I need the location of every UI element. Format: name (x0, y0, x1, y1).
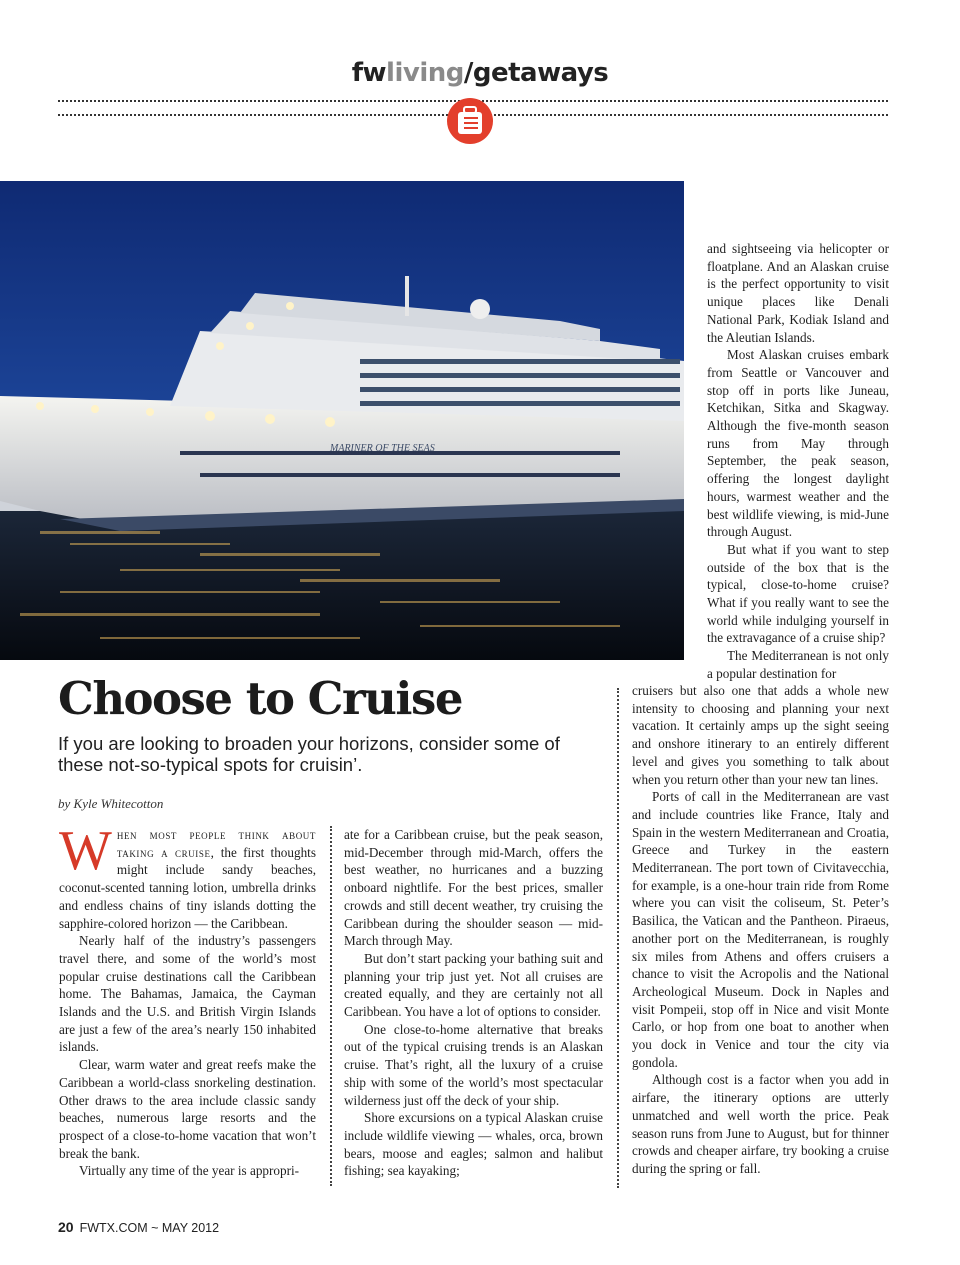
paragraph: Clear, warm water and great reefs make the Caribbean a world-class snorkeling destination. Other draws to the area include classic sandy beaches, numerous large resorts and the prospect of a close-to-home vacation that won’t break the bank. (59, 1057, 316, 1161)
paragraph: Although cost is a factor when you add in airfare, the itinerary options are utterly unmatched and well worth the price. Peak season runs from June to August, but for thinner crowds and cheaper airfare, try booking a cruise during the spring or fall. (632, 1072, 889, 1176)
drop-cap: W (59, 820, 112, 882)
header-slash: / (463, 58, 473, 88)
body-column-right-bottom (632, 682, 889, 1178)
body-column-middle (344, 826, 603, 1180)
column-divider (617, 688, 619, 1188)
header-living: living (386, 58, 464, 88)
paragraph: ate for a Caribbean cruise, but the peak season, mid-December through mid-March, offers the best weather, no hurricanes and a buzzing onboard nightlife. For the best prices, smaller crowds and still decent weather, try cruising the Caribbean during the shoulder season — mid-March through May. (344, 827, 603, 949)
paragraph: cruisers but also one that adds a whole new intensity to choosing and planning your next vacation. It certainly amps up the sight seeing and onshore itinerary to an entirely different level and gives you something to talk about when you return other than your new tan lines. (632, 683, 889, 787)
lead-paragraph (59, 820, 316, 932)
section-header (0, 58, 960, 88)
paragraph: and sightseeing via helicopter or floatplane. And an Alaskan cruise is the perfect opportunity to visit unique places like Denali National Park, Kodiak Island and the Aleutian Islands. (707, 241, 889, 345)
paragraph: Virtually any time of the year is appropri- (79, 1163, 300, 1179)
paragraph: Shore excursions on a typical Alaskan cruise include wildlife viewing — whales, orca, brown bears, moose and eagles; salmon and halibut fishing; sea kayaking; (344, 1110, 603, 1179)
paragraph: Ports of call in the Mediterranean are vast and include countries like France, Italy and Spain in the western Mediterranean and Croatia, Greece and Turkey in the eastern Mediterranean. The port town of Civitavecchia, for example, is a one-hour train ride from Rome where you can visit the coliseum, St. Peter’s Basilica, the Vatican and the Pantheon. Piraeus, another port on the Mediterranean, is roughly six miles from Athens and offers cruisers a chance to visit the Acropolis and the National Archeological Museum. Dock in Naples and visit Pompeii, stop off in Nice and visit Monte Carlo, or hop from one boat to another when you dock in Venice and tour the city via gondola. (632, 789, 889, 1070)
page-number: 20 (58, 1219, 74, 1235)
cruise-ship-photo (0, 181, 684, 660)
header-section: getaways (472, 58, 609, 88)
publication-line: FWTX.COM ~ MAY 2012 (79, 1221, 220, 1235)
byline: by Kyle Whitecotton (58, 796, 164, 811)
paragraph: But don’t start packing your bathing suit and planning your trip just yet. Not all cruises are created equally, and they are certainly not all Caribbean. You have a lot of options to consider. (344, 950, 603, 1020)
column-divider (330, 826, 332, 1186)
article-title: Choose to Cruise (58, 672, 462, 725)
paragraph: One close-to-home alternative that breaks out of the typical cruising trends is an Alaskan cruise. That’s right, all the luxury of a cruise ship with some of the world’s most spectacular wilderness just off the deck of your ship. (344, 1021, 603, 1108)
header-fw: fw (351, 58, 387, 88)
lead-caps: hen most people think about taking a cruise, (116, 827, 316, 860)
lead-text: the first thoughts might include sandy beaches, coconut-scented tanning lotion, umbrella drinks and endless chains of tiny islands dotting the sapphire-colored horizon — the Caribbean. (59, 844, 316, 931)
page-footer (58, 1219, 219, 1235)
body-column-left (59, 820, 316, 1180)
paragraph: But what if you want to step outside of the box that is the typical, close-to-home cruise? What if you really want to see the world while indulging yourself in the extravagance of a cruise ship? (707, 541, 889, 646)
paragraph: Most Alaskan cruises embark from Seattle or Vancouver and stop off in ports like Juneau, Ketchikan, Sitka and Skagway. Although the five-month season runs from May through September, the peak season, offering the longest daylight hours, warmest weather and the best wildlife viewing, is mid-June through August. (707, 347, 889, 540)
paragraph: Nearly half of the industry’s passengers travel there, and some of the world’s most popular cruise destinations call the Caribbean home. The Bahamas, Jamaica, the Cayman Islands and the U.S. and British Virgin Islands are just a few of the area’s nearly 150 inhabited islands. (59, 933, 316, 1055)
ship-name-text: MARINER OF THE SEAS (330, 443, 435, 454)
body-column-right-top (707, 240, 889, 683)
suitcase-icon (447, 98, 493, 144)
article-dek: If you are looking to broaden your horizons, consider some of these not-so-typical spots for cruisin’. (58, 733, 560, 775)
paragraph: The Mediterranean is not only a popular destination for (707, 648, 889, 681)
